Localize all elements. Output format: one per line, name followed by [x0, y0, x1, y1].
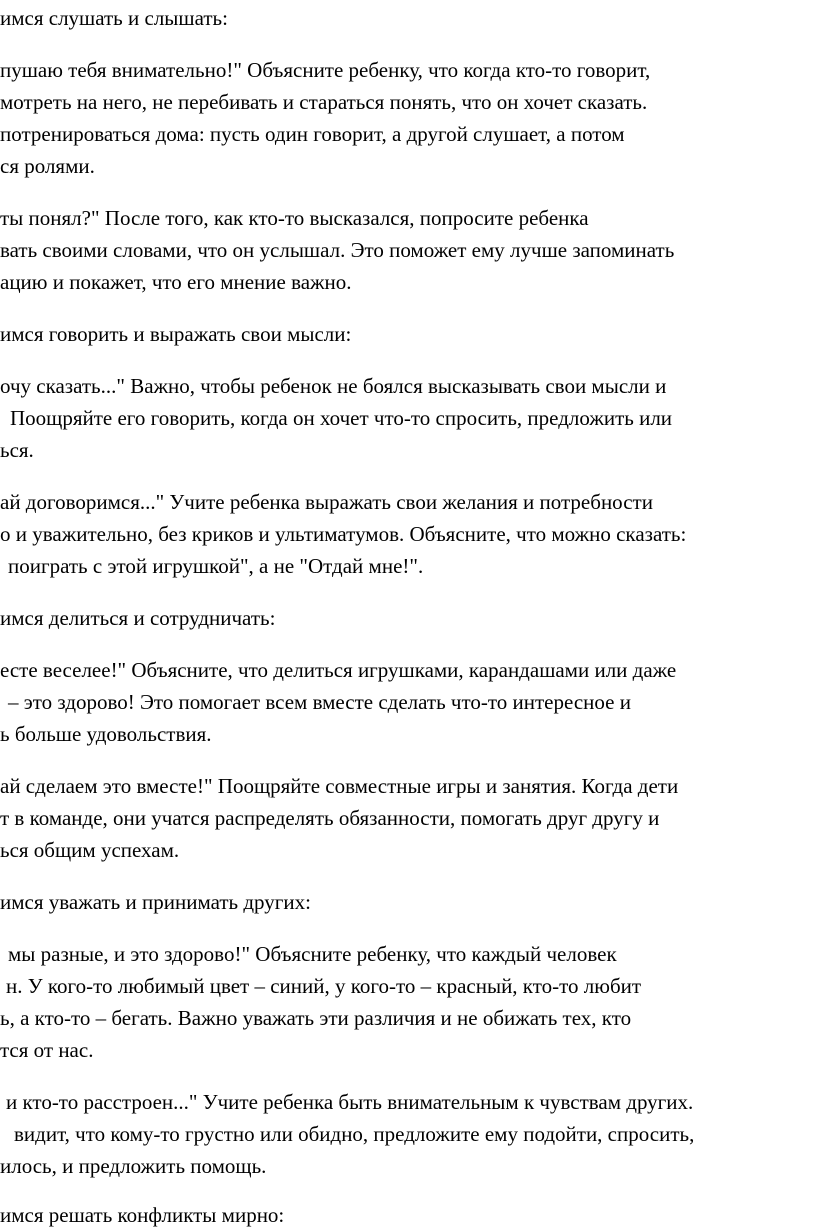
heading-text: имся делиться и сотрудничать:	[0, 606, 276, 630]
heading-text: имся говорить и выражать свои мысли:	[0, 322, 352, 346]
paragraph-line: пушаю тебя внимательно!" Объясните ребенку, что когда кто-то говорит,	[0, 58, 651, 82]
paragraph-line: илось, и предложить помощь.	[0, 1154, 267, 1178]
paragraph-line: ься общим успехам.	[0, 838, 180, 862]
paragraph-line: ься.	[0, 438, 34, 462]
paragraph-line: ь, а кто-то – бегать. Важно уважать эти различия и не обижать тех, кто	[0, 1006, 632, 1030]
paragraph-line: ацию и покажет, что его мнение важно.	[0, 270, 352, 294]
paragraph-line: видит, что кому-то грустно или обидно, предложите ему подойти, спросить,	[14, 1122, 695, 1146]
heading-text: имся решать конфликты мирно:	[0, 1203, 285, 1227]
paragraph-line: Поощряйте его говорить, когда он хочет что-то спросить, предложить или	[10, 406, 673, 430]
paragraph-line: ь больше удовольствия.	[0, 722, 212, 746]
paragraph-line: ся ролями.	[0, 154, 95, 178]
heading-text: имся слушать и слышать:	[0, 6, 228, 30]
paragraph-line: очу сказать..." Важно, чтобы ребенок не боялся высказывать свои мысли и	[0, 374, 667, 398]
paragraph-line: есте веселее!" Объясните, что делиться игрушками, карандашами или даже	[0, 658, 677, 682]
paragraph-line: потренироваться дома: пусть один говорит, а другой слушает, а потом	[0, 122, 625, 146]
paragraph-line: – это здорово! Это помогает всем вместе сделать что-то интересное и	[8, 690, 631, 714]
paragraph-line: ай договоримся..." Учите ребенка выражать свои желания и потребности	[0, 490, 653, 514]
paragraph-line: мы разные, и это здорово!" Объясните ребенку, что каждый человек	[8, 942, 617, 966]
paragraph-line: мотреть на него, не перебивать и стараться понять, что он хочет сказать.	[0, 90, 648, 114]
paragraph-line: и кто-то расстроен..." Учите ребенка быть внимательным к чувствам других.	[6, 1090, 694, 1114]
paragraph-line: о и уважительно, без криков и ультиматумов. Объясните, что можно сказать:	[0, 522, 687, 546]
paragraph-line: ай сделаем это вместе!" Поощряйте совместные игры и занятия. Когда дети	[0, 774, 679, 798]
paragraph-line: т в команде, они учатся распределять обязанности, помогать друг другу и	[0, 806, 660, 830]
paragraph-line: поиграть с этой игрушкой", а не "Отдай мне!".	[8, 554, 424, 578]
paragraph-line: н. У кого-то любимый цвет – синий, у кого-то – красный, кто-то любит	[6, 974, 642, 998]
paragraph-line: вать своими словами, что он услышал. Это поможет ему лучше запоминать	[0, 238, 675, 262]
paragraph-line: тся от нас.	[0, 1038, 94, 1062]
paragraph-line: ты понял?" После того, как кто-то высказался, попросите ребенка	[0, 206, 589, 230]
heading-text: имся уважать и принимать других:	[0, 890, 311, 914]
